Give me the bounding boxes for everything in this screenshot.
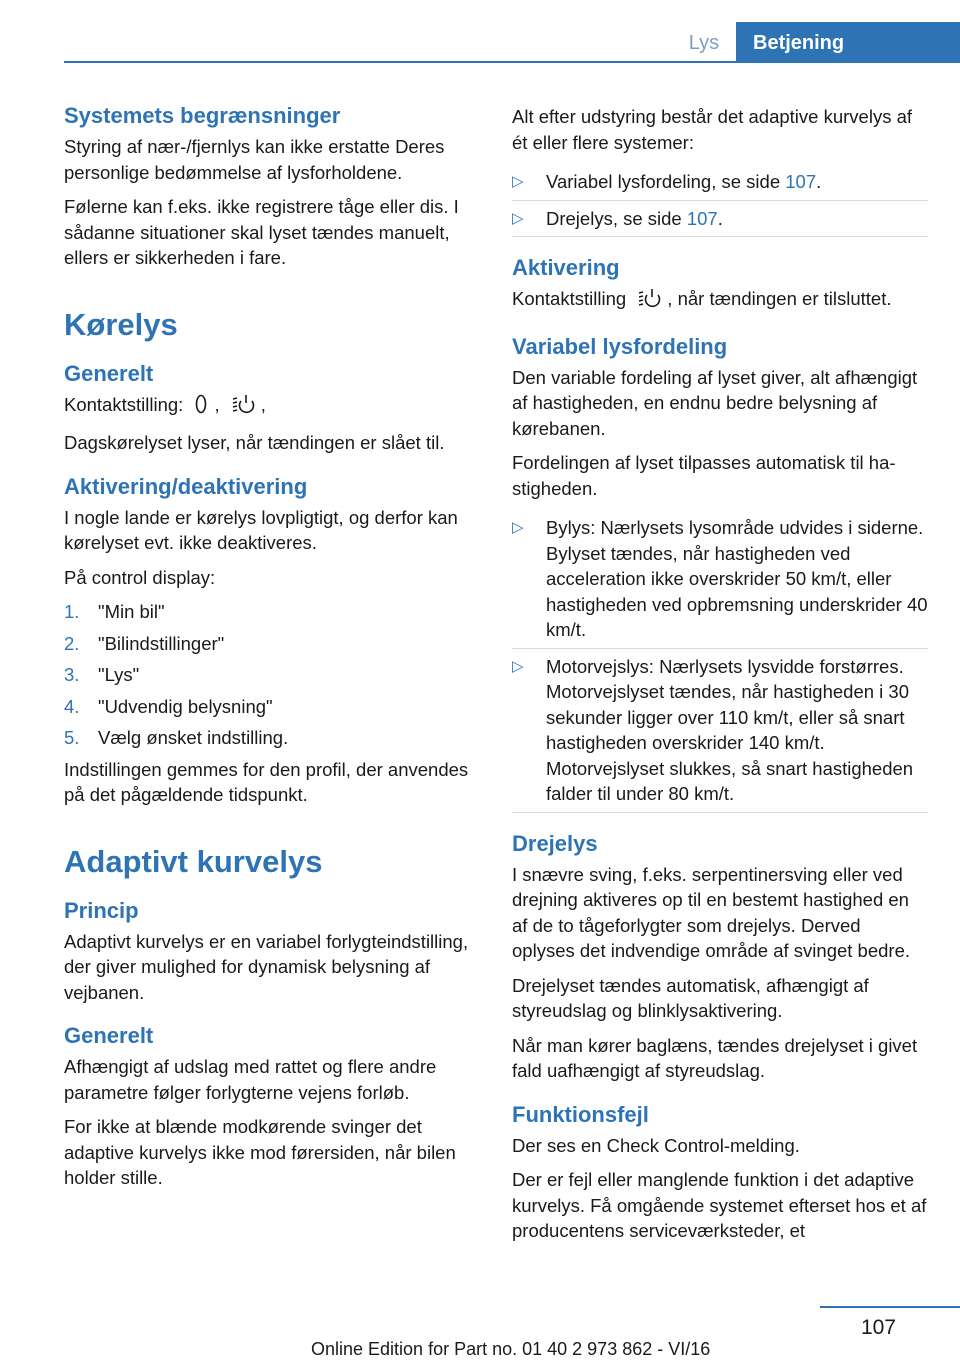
- system-end: .: [717, 207, 723, 229]
- list-item: [512, 649, 928, 813]
- heading-generelt-2: Generelt: [64, 1023, 154, 1048]
- paragraph-variabel-2: Fordelingen af lyset tilpasses automatisk til hastigheden.: [512, 452, 896, 499]
- paragraph-afhaengigt: Afhængigt af udslag med rattet og flere andre parametre følger forlygterne vejens forløb.: [64, 1056, 437, 1103]
- paragraph-variabel-1: Den variable fordeling af lyset giver, alt afhængigt af hastigheden, en endnu bedre belysning af kørebanen.: [512, 366, 918, 439]
- heading-aktivering: Aktivering: [512, 255, 620, 280]
- kontaktstilling-label: Kontaktstilling:: [64, 393, 184, 415]
- list-item: [512, 510, 928, 649]
- triangle-bullet-icon: ▷: [512, 209, 524, 227]
- edition-footer: Online Edition for Part no. 01 40 2 973 862 - VI/16: [311, 1339, 711, 1359]
- page-reference-link[interactable]: 107: [686, 207, 718, 229]
- heading-korelys: Kørelys: [64, 306, 178, 342]
- mode-text: Bylys: Nærlysets lysområde udvides i siderne. Bylyset tændes, når hastigheden ved acceleration ikke overskrider 50 km/t, eller hastigheden ved opbremsning underskrider 40 km/t.: [546, 517, 928, 640]
- heading-drejelys: Drejelys: [512, 830, 598, 856]
- step-number: 3.: [64, 664, 80, 685]
- left-column: [64, 100, 480, 1200]
- heading-princip: Princip: [64, 897, 139, 923]
- paragraph-control-display: På control display:: [64, 566, 216, 588]
- system-end: .: [816, 171, 822, 192]
- paragraph-princip: Adaptivt kurvelys er en variabel forlygteindstilling, der giver mulighed for dynamisk belysning af vejbanen.: [64, 930, 469, 1003]
- paragraph-dagskorelys: Dagskørelyset lyser, når tændingen er slået til.: [64, 432, 445, 453]
- step-number: 4.: [64, 695, 80, 717]
- systems-list: [512, 164, 928, 237]
- step-text: "Min bil": [98, 601, 165, 622]
- system-text: Drejelys, se side: [546, 207, 687, 229]
- kontakt-separator-1: ,: [214, 393, 220, 415]
- aktivering-rest: , når tændingen er tilsluttet.: [667, 288, 892, 309]
- right-column: [512, 100, 928, 1253]
- page-reference-link[interactable]: 107: [785, 171, 817, 192]
- heading-adaptivt-kurvelys: Adaptivt kurvelys: [64, 843, 323, 879]
- mode-text: Motorvejslys: Nærlysets lysvidde forstørres. Motorvejslyset tændes, når hastigheden i 30 sekunder ligger over 110 km/t, eller så snart hastigheden overskrider 140 km/t. Motorvejslyset slukkes, så snart hastigheden falder til under 80 km/t.: [546, 655, 914, 804]
- paragraph-fejl-2: Der er fejl eller manglende funktion i det adaptive kurvelys. Få omgående systemet efterset hos et af producentens serviceværksteder, et: [512, 1169, 927, 1241]
- heading-variabel-lysfordeling: Variabel lysfordeling: [512, 333, 728, 359]
- step-text: Vælg ønsket indstilling.: [98, 727, 289, 748]
- heading-aktivering-deaktivering: Aktivering/deaktivering: [64, 473, 308, 499]
- modes-list: [512, 510, 928, 813]
- step-text: "Udvendig belysning": [98, 695, 273, 717]
- triangle-bullet-icon: ▷: [512, 519, 524, 536]
- kontakt-separator-2: ,: [260, 393, 266, 415]
- step-number: 1.: [64, 601, 80, 622]
- paragraph-blaende: For ikke at blænde modkørende svinger det adaptive kurvelys ikke mod førersiden, når bilen holder stille.: [64, 1116, 456, 1188]
- section-tab-lys[interactable]: Lys: [688, 32, 720, 54]
- step-item: [64, 599, 480, 631]
- paragraph-aktivering: [512, 286, 928, 316]
- paragraph-kontaktstilling: [64, 392, 480, 422]
- step-text: "Bilindstillinger": [98, 632, 225, 654]
- step-item: [64, 694, 480, 726]
- paragraph-udstyring: Alt efter udstyring består det adaptive kurvelys af ét eller flere systemer:: [512, 106, 913, 153]
- heading-systemets-begraensninger: Systemets begrænsninger: [64, 103, 341, 128]
- system-text: Variabel lysfordeling, se side: [546, 171, 786, 192]
- paragraph-limits-1: Styring af nær-/fjernlys kan ikke erstatte Deres personlige bedømmelse af lysforholdene.: [64, 136, 445, 183]
- step-number: 5.: [64, 727, 80, 748]
- heading-generelt: Generelt: [64, 360, 154, 386]
- ignition-on-icon: [637, 287, 661, 316]
- paragraph-fejl-1: Der ses en Check Control-melding.: [512, 1134, 800, 1156]
- step-number: 2.: [64, 632, 80, 654]
- step-item: [64, 631, 480, 663]
- footer-rule: [820, 1306, 960, 1308]
- kontaktstilling-label: Kontaktstilling: [512, 288, 627, 309]
- step-text: "Lys": [98, 664, 140, 685]
- ignition-radio-position-icon: [231, 393, 255, 422]
- list-item: [512, 164, 928, 201]
- heading-funktionsfejl: Funktionsfejl: [512, 1101, 649, 1127]
- step-item: [64, 725, 480, 757]
- chapter-tab-betjening[interactable]: Betjening: [736, 22, 960, 62]
- step-item: [64, 662, 480, 694]
- paragraph-gemmes: Indstillingen gemmes for den profil, der anvendes på det pågældende tidspunkt.: [64, 758, 469, 805]
- paragraph-drejelys-3: Når man kører baglæns, tændes drejelyset i givet fald uafhængigt af styreudslag.: [512, 1034, 918, 1081]
- triangle-bullet-icon: ▷: [512, 657, 524, 675]
- paragraph-drejelys-2: Drejelyset tændes automatisk, afhængigt af styreudslag og blinklysaktivering.: [512, 974, 869, 1021]
- triangle-bullet-icon: ▷: [512, 173, 524, 190]
- steps-list: [64, 599, 480, 757]
- ignition-position-0-icon: [194, 393, 208, 422]
- list-item: [512, 201, 928, 238]
- page-number: 107: [860, 1316, 896, 1339]
- paragraph-limits-2: Følerne kan f.eks. ikke registrere tåge eller dis. I sådanne situationer skal lyset tændes manuelt, ellers er sikkerheden i fare.: [64, 196, 459, 268]
- paragraph-lande: I nogle lande er kørelys lovpligtigt, og derfor kan kørelyset evt. ikke deaktiveres.: [64, 506, 458, 553]
- paragraph-drejelys-1: I snævre sving, f.eks. serpentinersving eller ved drejning aktiveres op til en bestemt hastighed en af de to tågeforlygter som drejelys. Derved oplyses det indvendige område af svinget bedre.: [512, 863, 911, 961]
